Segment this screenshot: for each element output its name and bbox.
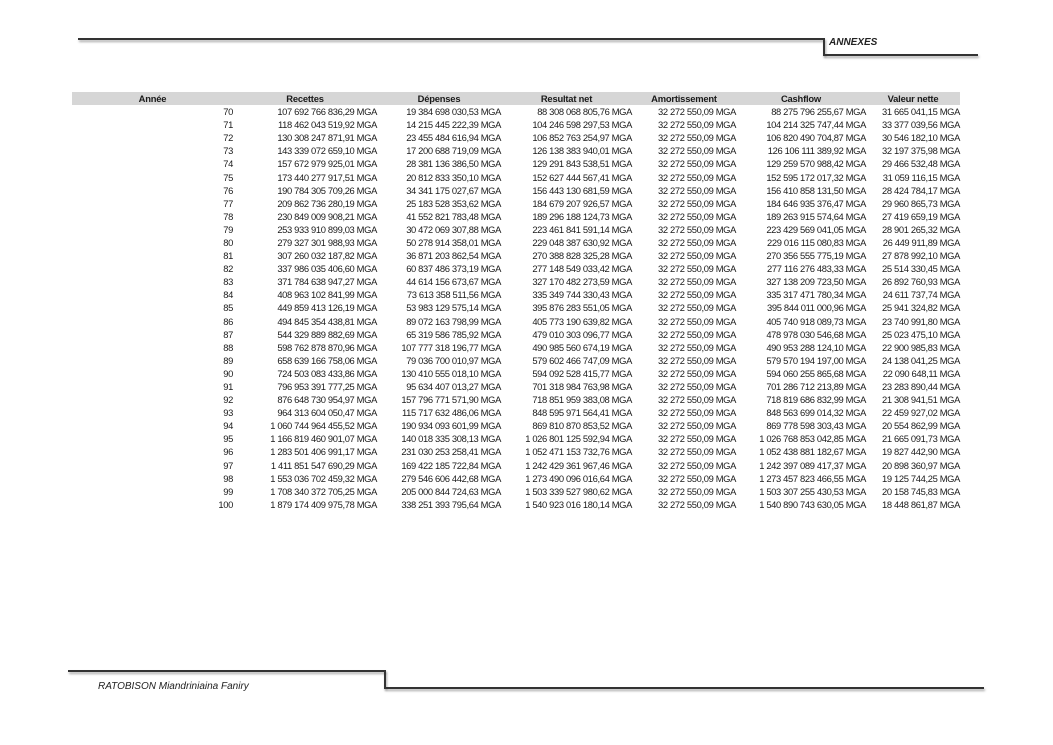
cell-amortissement: 32 272 550,09 MGA (658, 276, 736, 288)
cell-recettes: 1 060 744 964 455,52 MGA (270, 420, 377, 432)
cell-valeur-nette: 22 459 927,02 MGA (882, 407, 960, 419)
table-row (72, 498, 960, 511)
cell-amortissement: 32 272 550,09 MGA (658, 459, 736, 471)
cell-valeur-nette: 27 878 992,10 MGA (882, 250, 960, 262)
cell-annee: 93 (223, 407, 233, 419)
cell-recettes: 173 440 277 917,51 MGA (277, 171, 377, 183)
cell-resultat-net: 579 602 466 747,09 MGA (532, 354, 632, 366)
cell-cashflow: 277 116 276 483,33 MGA (767, 263, 866, 275)
header-rule (78, 38, 823, 40)
cell-recettes: 876 648 730 954,97 MGA (277, 394, 377, 406)
cell-depenses: 20 812 833 350,10 MGA (406, 171, 501, 183)
cell-depenses: 17 200 688 719,09 MGA (406, 145, 501, 157)
cell-depenses: 23 455 484 616,94 MGA (406, 132, 501, 144)
cell-annee: 92 (223, 394, 233, 406)
table-row (72, 210, 960, 223)
cell-valeur-nette: 24 138 041,25 MGA (882, 354, 960, 366)
cell-recettes: 724 503 083 433,86 MGA (277, 367, 377, 379)
cell-recettes: 143 339 072 659,10 MGA (277, 145, 377, 157)
table-row (72, 459, 960, 472)
cell-resultat-net: 1 242 429 361 967,46 MGA (525, 459, 632, 471)
col-header-valeur-nette: Valeur nette (866, 92, 960, 105)
cell-resultat-net: 126 138 383 940,01 MGA (532, 145, 632, 157)
cell-recettes: 157 672 979 925,01 MGA (277, 158, 377, 170)
cell-cashflow: 490 953 288 124,10 MGA (766, 341, 866, 353)
cell-cashflow: 88 275 796 255,67 MGA (771, 106, 866, 118)
table-row (72, 118, 960, 131)
footer-rule (68, 670, 385, 672)
cell-amortissement: 32 272 550,09 MGA (658, 472, 736, 484)
cell-recettes: 118 462 043 519,92 MGA (278, 119, 377, 131)
cell-valeur-nette: 20 158 745,83 MGA (882, 485, 960, 497)
cell-annee: 70 (223, 106, 233, 118)
cell-depenses: 73 613 358 511,56 MGA (406, 289, 501, 301)
cell-valeur-nette: 25 023 475,10 MGA (882, 328, 960, 340)
cell-recettes: 337 986 035 406,60 MGA (277, 263, 377, 275)
cell-valeur-nette: 22 900 985,83 MGA (882, 341, 960, 353)
cell-cashflow: 1 503 307 255 430,53 MGA (759, 485, 866, 497)
table-row (72, 197, 960, 210)
table-row (72, 275, 960, 288)
cell-depenses: 338 251 393 795,64 MGA (401, 498, 501, 510)
cell-recettes: 494 845 354 438,81 MGA (277, 315, 377, 327)
cell-valeur-nette: 25 941 324,82 MGA (882, 302, 960, 314)
cell-cashflow: 327 138 209 723,50 MGA (766, 276, 866, 288)
cell-annee: 82 (223, 263, 233, 275)
cell-resultat-net: 869 810 870 853,52 MGA (532, 420, 632, 432)
cell-annee: 86 (223, 315, 233, 327)
table-row (72, 406, 960, 419)
cell-resultat-net: 327 170 482 273,59 MGA (532, 276, 632, 288)
table-body (72, 105, 960, 511)
cell-annee: 72 (223, 132, 233, 144)
cell-depenses: 231 030 253 258,41 MGA (401, 446, 501, 458)
cell-depenses: 169 422 185 722,84 MGA (401, 459, 501, 471)
cell-annee: 77 (223, 197, 233, 209)
cell-annee: 80 (223, 236, 233, 248)
cell-recettes: 1 411 851 547 690,29 MGA (270, 459, 377, 471)
cell-cashflow: 395 844 011 000,96 MGA (767, 302, 866, 314)
cell-cashflow: 156 410 858 131,50 MGA (766, 184, 866, 196)
col-header-resultat-net: Resultat net (501, 92, 632, 105)
cell-annee: 78 (223, 210, 233, 222)
cell-resultat-net: 106 852 763 254,97 MGA (532, 132, 632, 144)
table-row (72, 419, 960, 432)
cell-recettes: 598 762 878 870,96 MGA (277, 341, 377, 353)
cell-depenses: 140 018 335 308,13 MGA (401, 433, 501, 445)
cell-cashflow: 223 429 569 041,05 MGA (766, 223, 866, 235)
cell-resultat-net: 1 503 339 527 980,62 MGA (525, 485, 632, 497)
cell-cashflow: 594 060 255 865,68 MGA (766, 367, 866, 379)
table-row (72, 144, 960, 157)
cell-valeur-nette: 28 901 265,32 MGA (882, 223, 960, 235)
cell-amortissement: 32 272 550,09 MGA (658, 145, 736, 157)
cell-amortissement: 32 272 550,09 MGA (658, 315, 736, 327)
cell-resultat-net: 184 679 207 926,57 MGA (532, 197, 632, 209)
cell-depenses: 115 717 632 486,06 MGA (402, 407, 501, 419)
cell-resultat-net: 229 048 387 630,92 MGA (532, 236, 632, 248)
cell-cashflow: 579 570 194 197,00 MGA (766, 354, 866, 366)
cell-depenses: 107 777 318 196,77 MGA (401, 341, 501, 353)
cell-amortissement: 32 272 550,09 MGA (658, 328, 736, 340)
cell-cashflow: 129 259 570 988,42 MGA (766, 158, 866, 170)
cell-recettes: 253 933 910 899,03 MGA (277, 223, 377, 235)
cell-annee: 73 (223, 145, 233, 157)
cell-recettes: 796 953 391 777,25 MGA (277, 381, 377, 393)
cell-valeur-nette: 21 308 941,51 MGA (882, 394, 960, 406)
cell-annee: 91 (223, 381, 233, 393)
footer-rule-right (384, 687, 984, 689)
cell-resultat-net: 152 627 444 567,41 MGA (532, 171, 632, 183)
cashflow-table (72, 92, 960, 511)
cell-valeur-nette: 21 665 091,73 MGA (882, 433, 960, 445)
cell-amortissement: 32 272 550,09 MGA (658, 263, 736, 275)
cell-resultat-net: 1 052 471 153 732,76 MGA (525, 446, 632, 458)
cell-recettes: 107 692 766 836,29 MGA (277, 106, 377, 118)
cell-annee: 76 (223, 184, 233, 196)
cell-resultat-net: 395 876 283 551,05 MGA (532, 302, 632, 314)
cell-amortissement: 32 272 550,09 MGA (658, 197, 736, 209)
cell-recettes: 1 283 501 406 991,17 MGA (270, 446, 377, 458)
cell-depenses: 34 341 175 027,67 MGA (406, 184, 501, 196)
cell-annee: 83 (223, 276, 233, 288)
footer-rule-step (384, 670, 386, 688)
cell-annee: 79 (223, 223, 233, 235)
cell-annee: 97 (223, 459, 233, 471)
table-row (72, 236, 960, 249)
cell-amortissement: 32 272 550,09 MGA (658, 498, 736, 510)
header-rule-right (823, 54, 978, 56)
cell-cashflow: 1 540 890 743 630,05 MGA (759, 498, 866, 510)
cell-resultat-net: 1 540 923 016 180,14 MGA (525, 498, 632, 510)
cell-resultat-net: 104 246 598 297,53 MGA (532, 119, 632, 131)
cell-resultat-net: 277 148 549 033,42 MGA (532, 263, 632, 275)
cell-valeur-nette: 23 283 890,44 MGA (882, 381, 960, 393)
cell-resultat-net: 1 273 490 096 016,64 MGA (525, 472, 632, 484)
cell-recettes: 190 784 305 709,26 MGA (277, 184, 377, 196)
cell-valeur-nette: 18 448 861,87 MGA (882, 498, 960, 510)
cell-valeur-nette: 33 377 039,56 MGA (882, 119, 960, 131)
cell-cashflow: 189 263 915 574,64 MGA (766, 210, 866, 222)
cell-cashflow: 1 026 768 853 042,85 MGA (759, 433, 866, 445)
cell-depenses: 44 614 156 673,67 MGA (406, 276, 501, 288)
cell-valeur-nette: 19 125 744,25 MGA (882, 472, 960, 484)
table-row (72, 262, 960, 275)
cell-depenses: 53 983 129 575,14 MGA (406, 302, 501, 314)
cell-resultat-net: 335 349 744 330,43 MGA (532, 289, 632, 301)
cell-valeur-nette: 29 960 865,73 MGA (882, 197, 960, 209)
cell-resultat-net: 1 026 801 125 592,94 MGA (525, 433, 632, 445)
cell-resultat-net: 718 851 959 383,08 MGA (532, 394, 632, 406)
cell-amortissement: 32 272 550,09 MGA (658, 171, 736, 183)
cell-annee: 100 (218, 498, 233, 510)
cell-amortissement: 32 272 550,09 MGA (658, 250, 736, 262)
cell-depenses: 30 472 069 307,88 MGA (406, 223, 501, 235)
cell-recettes: 371 784 638 947,27 MGA (277, 276, 377, 288)
cell-depenses: 190 934 093 601,99 MGA (401, 420, 501, 432)
cell-resultat-net: 701 318 984 763,98 MGA (532, 381, 632, 393)
cell-cashflow: 270 356 555 775,19 MGA (766, 250, 866, 262)
cell-cashflow: 106 820 490 704,87 MGA (766, 132, 866, 144)
cell-annee: 84 (223, 289, 233, 301)
cell-amortissement: 32 272 550,09 MGA (658, 433, 736, 445)
cell-resultat-net: 129 291 843 538,51 MGA (532, 158, 632, 170)
table-row (72, 445, 960, 458)
cell-resultat-net: 405 773 190 639,82 MGA (532, 315, 632, 327)
cell-cashflow: 152 595 172 017,32 MGA (766, 171, 866, 183)
cell-annee: 98 (223, 472, 233, 484)
cell-recettes: 1 553 036 702 459,32 MGA (270, 472, 377, 484)
cell-valeur-nette: 24 611 737,74 MGA (882, 289, 960, 301)
cell-valeur-nette: 19 827 442,90 MGA (882, 446, 960, 458)
cell-annee: 88 (223, 341, 233, 353)
cell-valeur-nette: 20 554 862,99 MGA (882, 420, 960, 432)
cell-cashflow: 1 052 438 881 182,67 MGA (759, 446, 866, 458)
cell-resultat-net: 848 595 971 564,41 MGA (532, 407, 632, 419)
cell-annee: 71 (223, 119, 233, 131)
table-row (72, 432, 960, 445)
cell-amortissement: 32 272 550,09 MGA (658, 236, 736, 248)
cell-resultat-net: 270 388 828 325,28 MGA (532, 250, 632, 262)
cell-valeur-nette: 28 424 784,17 MGA (882, 184, 960, 196)
cell-recettes: 209 862 736 280,19 MGA (277, 197, 377, 209)
cell-annee: 90 (223, 367, 233, 379)
cell-valeur-nette: 29 466 532,48 MGA (882, 158, 960, 170)
cell-recettes: 279 327 301 988,93 MGA (277, 236, 377, 248)
cell-recettes: 544 329 889 882,69 MGA (277, 328, 377, 340)
cell-amortissement: 32 272 550,09 MGA (658, 158, 736, 170)
cell-annee: 74 (223, 158, 233, 170)
cell-annee: 81 (223, 250, 233, 262)
cell-depenses: 28 381 136 386,50 MGA (406, 158, 501, 170)
cell-depenses: 60 837 486 373,19 MGA (406, 263, 501, 275)
cell-depenses: 89 072 163 798,99 MGA (406, 315, 501, 327)
col-header-amortissement: Amortissement (632, 92, 736, 105)
cell-cashflow: 405 740 918 089,73 MGA (766, 315, 866, 327)
cell-depenses: 14 215 445 222,39 MGA (406, 119, 501, 131)
cell-resultat-net: 189 296 188 124,73 MGA (532, 210, 632, 222)
cell-annee: 95 (223, 433, 233, 445)
cell-cashflow: 718 819 686 832,99 MGA (766, 394, 866, 406)
table-row (72, 472, 960, 485)
cell-recettes: 1 879 174 409 975,78 MGA (270, 498, 377, 510)
cell-valeur-nette: 26 449 911,89 MGA (882, 236, 960, 248)
table-row (72, 157, 960, 170)
cell-resultat-net: 156 443 130 681,59 MGA (532, 184, 632, 196)
cell-annee: 75 (223, 171, 233, 183)
cell-amortissement: 32 272 550,09 MGA (658, 381, 736, 393)
cell-annee: 87 (223, 328, 233, 340)
cell-depenses: 130 410 555 018,10 MGA (401, 367, 501, 379)
cell-cashflow: 229 016 115 080,83 MGA (767, 236, 866, 248)
cell-resultat-net: 479 010 303 096,77 MGA (532, 328, 632, 340)
header-rule-step (823, 38, 825, 55)
cell-resultat-net: 223 461 841 591,14 MGA (532, 223, 632, 235)
table-row (72, 485, 960, 498)
table-header-row (72, 92, 960, 105)
cell-cashflow: 184 646 935 376,47 MGA (766, 197, 866, 209)
cell-cashflow: 478 978 030 546,68 MGA (766, 328, 866, 340)
cell-valeur-nette: 20 898 360,97 MGA (882, 459, 960, 471)
cell-depenses: 25 183 528 353,62 MGA (406, 197, 501, 209)
cell-recettes: 449 859 413 126,19 MGA (277, 302, 377, 314)
cell-cashflow: 1 273 457 823 466,55 MGA (759, 472, 866, 484)
table-row (72, 380, 960, 393)
cell-valeur-nette: 27 419 659,19 MGA (882, 210, 960, 222)
cell-depenses: 95 634 407 013,27 MGA (406, 381, 501, 393)
cell-cashflow: 848 563 699 014,32 MGA (766, 407, 866, 419)
cell-cashflow: 126 106 111 389,92 MGA (767, 145, 866, 157)
cell-valeur-nette: 22 090 648,11 MGA (882, 367, 960, 379)
cell-cashflow: 869 778 598 303,43 MGA (766, 420, 866, 432)
cell-valeur-nette: 26 892 760,93 MGA (882, 276, 960, 288)
cell-depenses: 50 278 914 358,01 MGA (406, 236, 501, 248)
cell-depenses: 19 384 698 030,53 MGA (406, 106, 501, 118)
cell-annee: 89 (223, 354, 233, 366)
cell-amortissement: 32 272 550,09 MGA (658, 210, 736, 222)
cell-amortissement: 32 272 550,09 MGA (658, 302, 736, 314)
footer-author: RATOBISON Miandriniaina Faniry (98, 681, 249, 692)
cell-amortissement: 32 272 550,09 MGA (658, 420, 736, 432)
cell-recettes: 408 963 102 841,99 MGA (277, 289, 377, 301)
cell-amortissement: 32 272 550,09 MGA (658, 341, 736, 353)
cell-resultat-net: 88 308 068 805,76 MGA (537, 106, 632, 118)
cell-amortissement: 32 272 550,09 MGA (658, 132, 736, 144)
col-header-cashflow: Cashflow (736, 92, 866, 105)
cell-recettes: 130 308 247 871,91 MGA (277, 132, 377, 144)
table-row (72, 131, 960, 144)
cell-recettes: 1 708 340 372 705,25 MGA (270, 485, 377, 497)
col-header-depenses: Dépenses (377, 92, 501, 105)
cell-annee: 99 (223, 485, 233, 497)
table-row (72, 223, 960, 236)
cell-annee: 96 (223, 446, 233, 458)
cell-cashflow: 1 242 397 089 417,37 MGA (759, 459, 866, 471)
col-header-recettes: Recettes (233, 92, 377, 105)
table-row (72, 105, 960, 118)
table-row (72, 288, 960, 301)
cell-annee: 94 (223, 420, 233, 432)
cell-recettes: 307 260 032 187,82 MGA (277, 250, 377, 262)
cell-cashflow: 335 317 471 780,34 MGA (766, 289, 866, 301)
cell-cashflow: 104 214 325 747,44 MGA (766, 119, 866, 131)
cell-valeur-nette: 30 546 182,10 MGA (882, 132, 960, 144)
cell-depenses: 65 319 586 785,92 MGA (406, 328, 501, 340)
table-row (72, 328, 960, 341)
cell-amortissement: 32 272 550,09 MGA (658, 407, 736, 419)
cell-amortissement: 32 272 550,09 MGA (658, 367, 736, 379)
cell-depenses: 205 000 844 724,63 MGA (401, 485, 501, 497)
table-row (72, 301, 960, 314)
table-row (72, 315, 960, 328)
cell-recettes: 964 313 604 050,47 MGA (277, 407, 377, 419)
header-section-title: ANNEXES (829, 37, 878, 48)
cell-valeur-nette: 23 740 991,80 MGA (882, 315, 960, 327)
table-row (72, 393, 960, 406)
cell-amortissement: 32 272 550,09 MGA (658, 223, 736, 235)
cell-valeur-nette: 25 514 330,45 MGA (882, 263, 960, 275)
cell-depenses: 279 546 606 442,68 MGA (401, 472, 501, 484)
table-row (72, 341, 960, 354)
cell-recettes: 658 639 166 758,06 MGA (277, 354, 377, 366)
cell-amortissement: 32 272 550,09 MGA (658, 354, 736, 366)
table-row (72, 184, 960, 197)
cell-amortissement: 32 272 550,09 MGA (658, 184, 736, 196)
table-row (72, 367, 960, 380)
cell-amortissement: 32 272 550,09 MGA (658, 394, 736, 406)
cell-amortissement: 32 272 550,09 MGA (658, 446, 736, 458)
table-row (72, 354, 960, 367)
col-header-annee: Année (72, 92, 233, 105)
cell-valeur-nette: 31 059 116,15 MGA (882, 171, 960, 183)
cell-amortissement: 32 272 550,09 MGA (658, 289, 736, 301)
cell-depenses: 79 036 700 010,97 MGA (406, 354, 501, 366)
cell-depenses: 157 796 771 571,90 MGA (401, 394, 501, 406)
cell-recettes: 1 166 819 460 901,07 MGA (270, 433, 377, 445)
cell-annee: 85 (223, 302, 233, 314)
cell-resultat-net: 490 985 560 674,19 MGA (532, 341, 632, 353)
cell-amortissement: 32 272 550,09 MGA (658, 119, 736, 131)
cell-cashflow: 701 286 712 213,89 MGA (766, 381, 866, 393)
table-row (72, 249, 960, 262)
cell-amortissement: 32 272 550,09 MGA (658, 485, 736, 497)
cell-valeur-nette: 32 197 375,98 MGA (882, 145, 960, 157)
table-row (72, 170, 960, 183)
cell-resultat-net: 594 092 528 415,77 MGA (532, 367, 632, 379)
cell-amortissement: 32 272 550,09 MGA (658, 106, 736, 118)
cell-depenses: 36 871 203 862,54 MGA (406, 250, 501, 262)
cell-depenses: 41 552 821 783,48 MGA (406, 210, 501, 222)
cell-valeur-nette: 31 665 041,15 MGA (882, 106, 960, 118)
cell-recettes: 230 849 009 908,21 MGA (277, 210, 377, 222)
